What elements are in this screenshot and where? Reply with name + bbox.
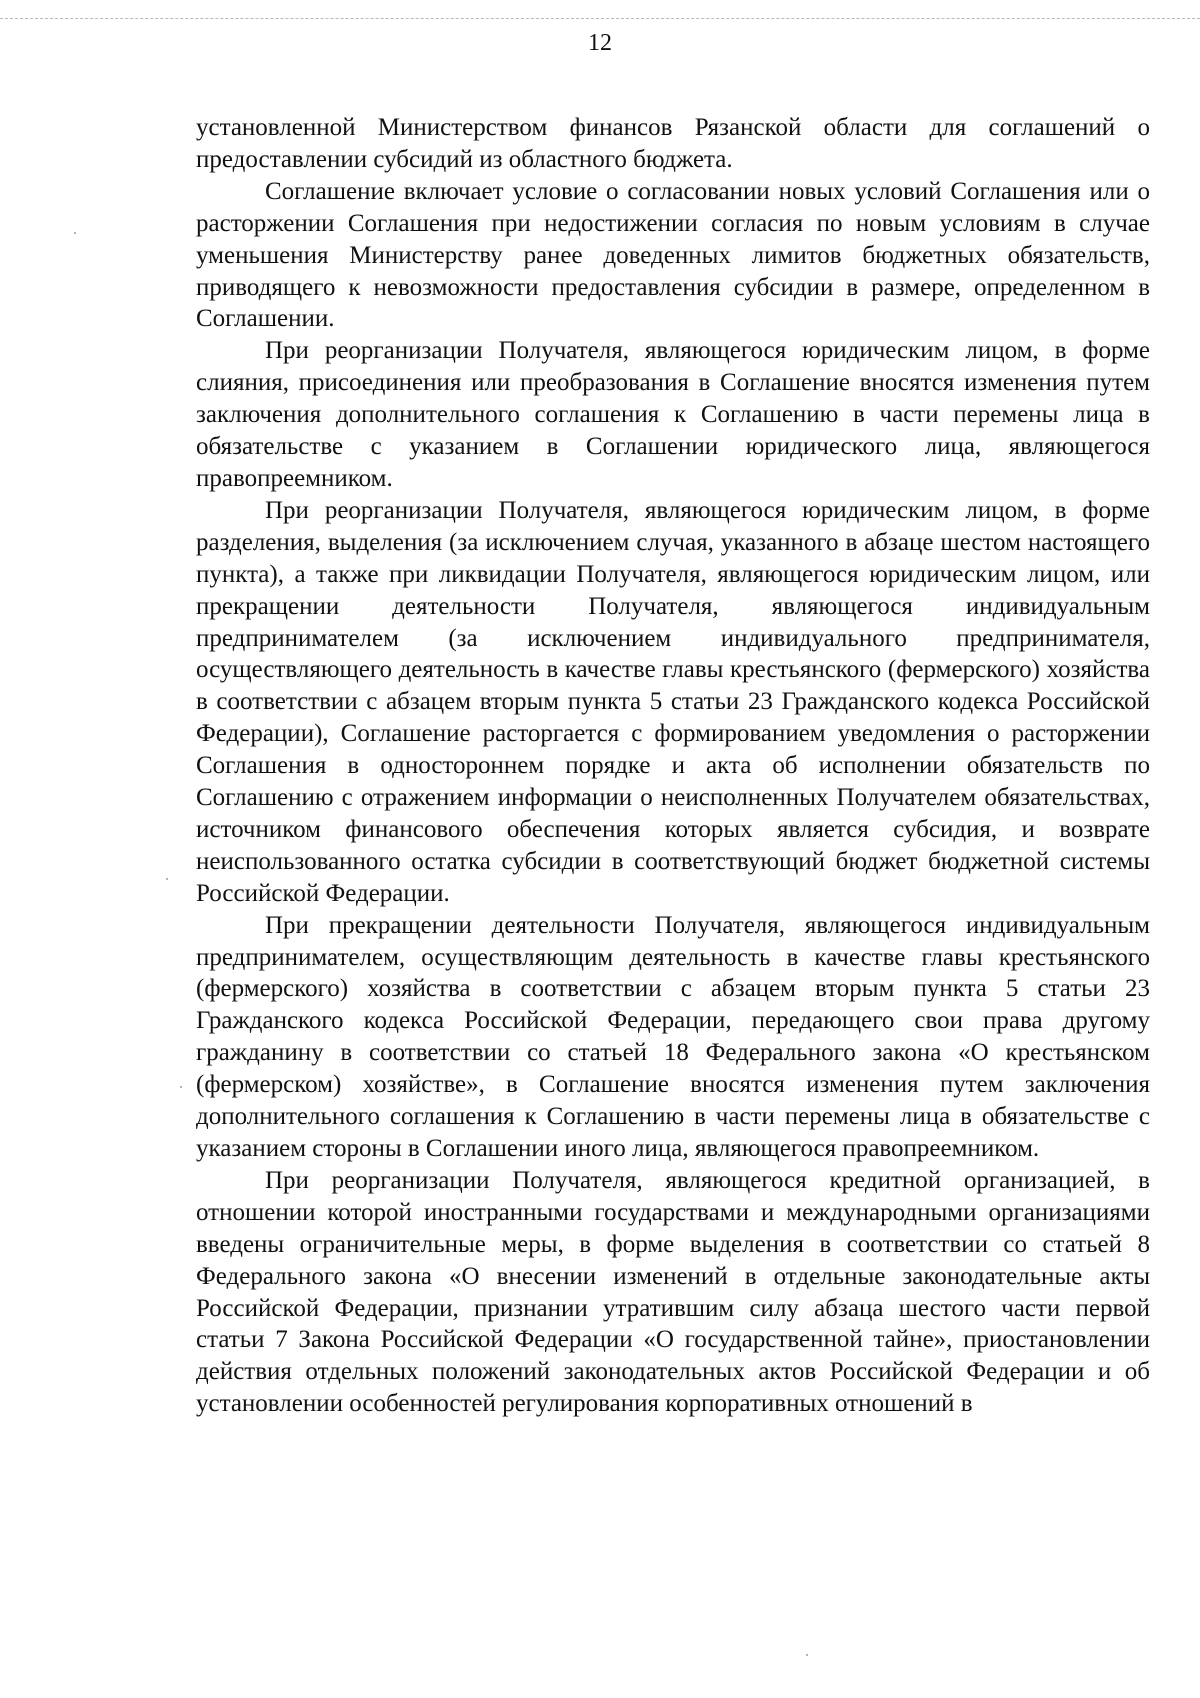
scan-speck <box>166 878 168 880</box>
paragraph-reorganization-division: При реорганизации Получателя, являющегося юридическим лицом, в форме разделения, выделения (за исключением случая, указанного в абзаце шестом настоящего пункта), а также при ликвидации Получателя, являющегося юридическим лицом, или прекращении деятельности Получателя, являющегося индивидуальным предпринимателем (за исключением индивидуального предпринимателя, осуществляющего деятельность в качестве главы крестьянского (фермерского) хозяйства в соответствии с абзацем вторым пункта 5 статьи 23 Гражданского кодекса Российской Федерации), Соглашение расторгается с формированием уведомления о расторжении Соглашения в одностороннем порядке и акта об исполнении обязательств по Соглашению с отражением информации о неисполненных Получателем обязательствах, источником финансового обеспечения которых является субсидия, и возврате неиспользованного остатка субсидии в соответствующий бюджет бюджетной системы Российской Федерации. <box>196 496 1150 907</box>
paragraph-agreement-conditions: Соглашение включает условие о согласовании новых условий Соглашения или о расторжении Соглашения при недостижении согласия по новым условиям в случае уменьшения Министерству ранее доведенных лимитов бюджетных обязательств, приводящего к невозможности предоставления субсидии в размере, определенном в Соглашении. <box>196 177 1150 333</box>
scan-border-line <box>0 18 1200 19</box>
scan-speck <box>74 232 76 234</box>
scan-speck <box>806 1654 808 1656</box>
paragraph-farm-termination: При прекращении деятельности Получателя, являющегося индивидуальным предпринимателем, осуществляющим деятельность в качестве главы крестьянского (фермерского) хозяйства в соответствии с абзацем вторым пункта 5 статьи 23 Гражданского кодекса Российской Федерации, передающего свои права другому гражданину в соответствии со статьей 18 Федерального закона «О крестьянском (фермерском) хозяйстве», в Соглашение вносятся изменения путем заключения дополнительного соглашения к Соглашению в части перемены лица в обязательстве с указанием стороны в Соглашении иного лица, являющегося правопреемником. <box>196 911 1150 1162</box>
scan-speck <box>180 1086 182 1088</box>
paragraph-credit-organization: При реорганизации Получателя, являющегося кредитной организацией, в отношении которой иностранными государствами и международными организациями введены ограничительные меры, в форме выделения в соответствии со статьей 8 Федерального закона «О внесении изменений в отдельные законодательные акты Российской Федерации, признании утратившим силу абзаца шестого части первой статьи 7 Закона Российской Федерации «О государственной тайне», приостановлении действия отдельных положений законодательных актов Российской Федерации и об установлении особенностей регулирования корпоративных отношений в <box>196 1166 1150 1418</box>
paragraph-reorganization-merger: При реорганизации Получателя, являющегося юридическим лицом, в форме слияния, присоединения или преобразования в Соглашение вносятся изменения путем заключения дополнительного соглашения к Соглашению в части перемены лица в обязательстве с указанием в Соглашении юридического лица, являющегося правопреемником. <box>196 337 1150 492</box>
document-body <box>196 112 1150 1420</box>
page-number: 12 <box>588 30 612 56</box>
paragraph-continuation: установленной Министерством финансов Рязанской области для соглашений о предоставлении субсидий из областного бюджета. <box>196 114 1150 173</box>
